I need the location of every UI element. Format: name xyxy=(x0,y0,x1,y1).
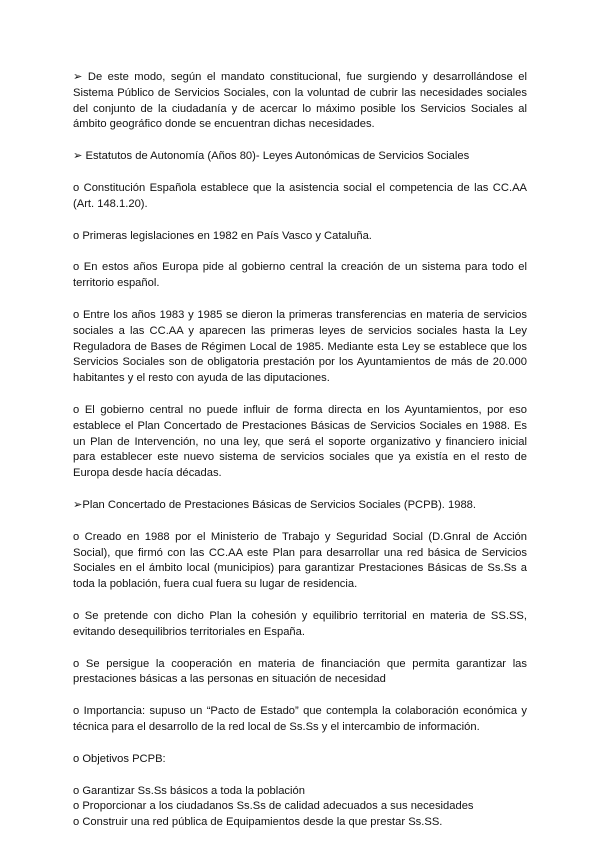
bullet-transferencias: o Entre los años 1983 y 1985 se dieron la primeras transferencias en materia de servicios sociales a las CC.AA y aparecen las primeras leyes de servicios sociales hasta la Ley Reguladora de Bases de Régimen Local de 1985. Mediante esta Ley se establece que los Servicios Sociales son de obligatoria prestación por los Ayuntamientos de más de 20.000 habitantes y el resto con ayuda de las diputaciones. xyxy=(73,308,527,385)
bullet-primeras-legislaciones: o Primeras legislaciones en 1982 en País Vasco y Cataluña. xyxy=(73,229,372,242)
bullet-cohesion: o Se pretende con dicho Plan la cohesión y equilibrio territorial en materia de SS.SS, evitando desequilibrios territoriales en España. xyxy=(73,609,527,638)
bullet-constitucion: o Constitución Española establece que la asistencia social el competencia de las CC.AA (Art. 148.1.20). xyxy=(73,181,527,210)
objectives-list xyxy=(73,784,527,831)
heading-plan-concertado: ➢Plan Concertado de Prestaciones Básicas de Servicios Sociales (PCPB). 1988. xyxy=(73,498,477,511)
list-item: o Proporcionar a los ciudadanos Ss.Ss de calidad adecuados a sus necesidades xyxy=(73,800,474,813)
bullet-importancia: o Importancia: supuso un “Pacto de Estado” que contempla la colaboración económica y técnica para el desarrollo de la red local de Ss.Ss y el intercambio de información. xyxy=(73,705,527,733)
document-page xyxy=(73,70,527,831)
bullet-creado-1988: o Creado en 1988 por el Ministerio de Trabajo y Seguridad Social (D.Gnral de Acción Social), que firmó con las CC.AA este Plan para desarrollar una red básica de Servicios Sociales en el ámbito local (municipios) para garantizar Prestaciones Básicas de Ss.Ss a toda la población, fuera cual fuera su lugar de residencia. xyxy=(73,530,527,591)
list-item: o Construir una red pública de Equipamientos desde la que prestar Ss.SS. xyxy=(73,816,443,829)
bullet-europa: o En estos años Europa pide al gobierno central la creación de un sistema para todo el territorio español. xyxy=(73,261,527,290)
list-item: o Garantizar Ss.Ss básicos a toda la población xyxy=(73,784,305,797)
bullet-cooperacion: o Se persigue la cooperación en materia de financiación que permita garantizar las prestaciones básicas a las personas en situación de necesidad xyxy=(73,657,527,686)
heading-objetivos: o Objetivos PCPB: xyxy=(73,752,166,765)
heading-estatutos-autonomia: ➢ Estatutos de Autonomía (Años 80)- Leyes Autonómicas de Servicios Sociales xyxy=(73,150,470,163)
paragraph-mandato-constitucional: ➢ De este modo, según el mandato constitucional, fue surgiendo y desarrollándose el Sistema Público de Servicios Sociales, con la voluntad de cubrir las necesidades sociales del conjunto de la ciudadanía y de acercar lo máximo posible los Servicios Sociales al ámbito geográfico donde se encuentran dichas necesidades. xyxy=(73,71,527,131)
bullet-gobierno-central: o El gobierno central no puede influir de forma directa en los Ayuntamientos, por eso establece el Plan Concertado de Prestaciones Básicas de Servicios Sociales en 1988. Es un Plan de Intervención, no una ley, que será el soporte organizativo y financiero inicial para establecer este nuevo sistema de servicios sociales que ya existía en el resto de Europa desde hacía décadas. xyxy=(73,403,527,480)
